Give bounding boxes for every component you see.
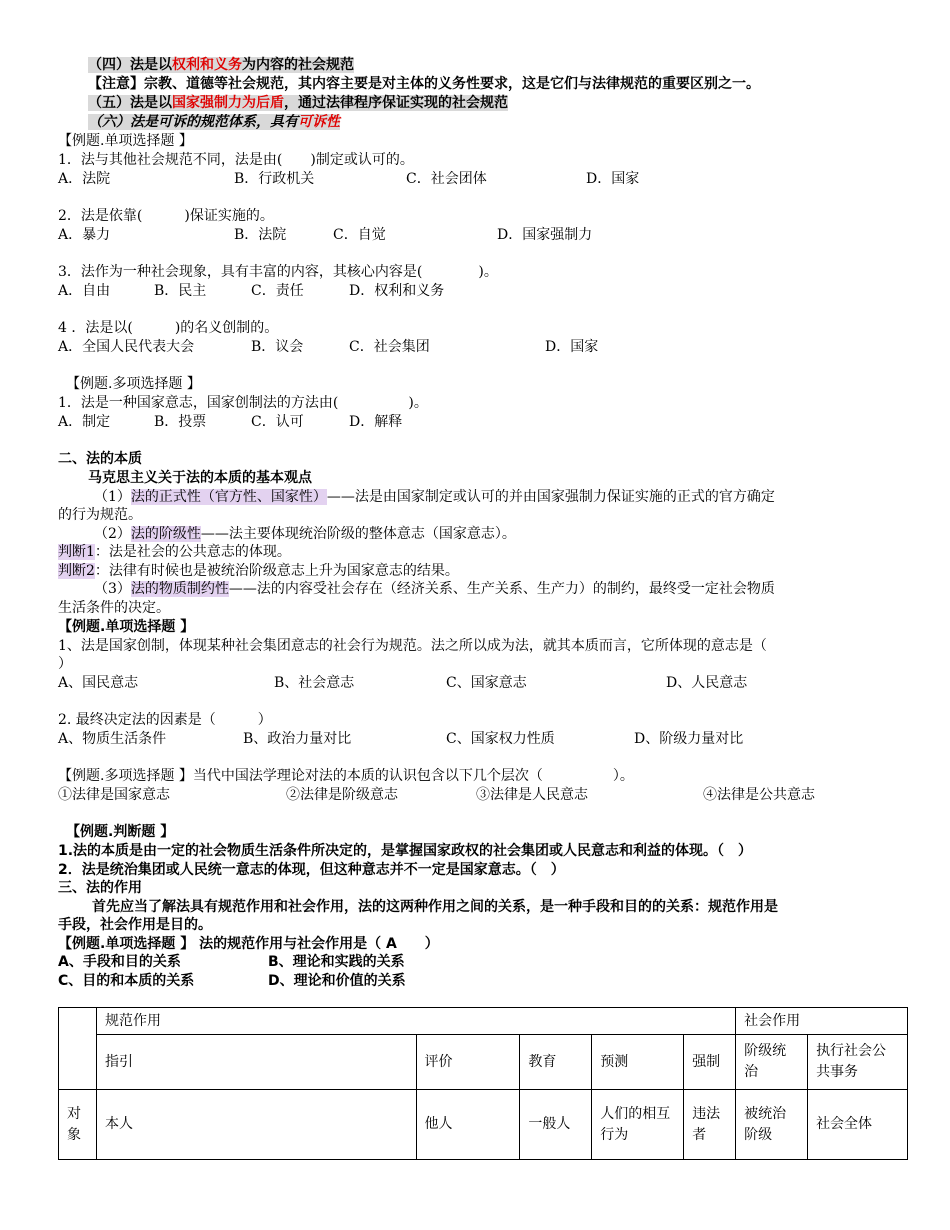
question-6-option-b: B、社会意志	[274, 675, 355, 691]
point-2-term: 法的阶级性	[130, 526, 201, 542]
judgement-1	[58, 543, 291, 562]
question-4-option-d: D．国家	[545, 339, 599, 355]
judgement-2-label: 判断2	[58, 563, 95, 579]
question-4-option-a: A．全国人民代表大会	[58, 339, 195, 355]
judgement-2	[58, 562, 459, 581]
example-single-choice-header: 【例题.单项选择题 】	[58, 133, 193, 149]
question-7-option-d: D、阶级力量对比	[634, 731, 744, 747]
question-9-option-b: B、理论和实践的关系	[268, 954, 405, 970]
judgement-2-text: ：法律有时候也是被统治阶级意志上升为国家意志的结果。	[94, 563, 459, 579]
section-4-line	[88, 56, 354, 75]
table-cell-self: 本人	[96, 1090, 416, 1160]
question-2-stem: 2．法是依靠( )保证实施的。	[58, 208, 274, 224]
table-sub-class-rule: 阶级统治	[736, 1035, 808, 1090]
question-2-option-a: A．暴力	[58, 227, 111, 243]
section-6-line	[88, 113, 340, 132]
question-9-option-c: C、目的和本质的关系	[58, 973, 195, 989]
question-5-option-c: C．认可	[251, 414, 304, 430]
section-2-title: 二、法的本质	[58, 451, 142, 467]
question-7-option-c: C、国家权力性质	[446, 731, 555, 747]
point-2-line	[94, 525, 516, 544]
point-3-text: ——法的内容受社会存在（经济关系、生产关系、生产力）的制约，最终受一定社会物质	[228, 581, 775, 597]
example-single-choice-header-2: 【例题.单项选择题 】	[58, 619, 195, 635]
section-3-paragraph-end: 手段，社会作用是目的。	[58, 917, 212, 933]
question-3-option-b: B．民主	[154, 283, 207, 299]
question-3-option-c: C．责任	[251, 283, 304, 299]
section-6-keyword: 可诉性	[298, 114, 340, 130]
section-5-text: （五）法是以	[88, 95, 172, 111]
question-6-option-d: D、人民意志	[666, 675, 748, 691]
question-9-option-d: D、理论和价值的关系	[268, 973, 406, 989]
point-3-continued: 生活条件的决定。	[58, 600, 170, 616]
question-4-stem: 4 ．法是以( )的名义创制的。	[58, 320, 279, 336]
question-4-option-b: B．议会	[251, 339, 304, 355]
question-2-option-c: C．自觉	[333, 227, 386, 243]
question-7-option-b: B、政治力量对比	[243, 731, 352, 747]
example-judgement-header: 【例题.判断题 】	[66, 824, 175, 840]
question-4-option-c: C．社会集团	[349, 339, 430, 355]
question-6-stem: 1、法是国家创制，体现某种社会集团意志的社会行为规范。法之所以成为法，就其本质而言，它所体现的意志是（	[58, 638, 767, 654]
table-header-normative: 规范作用	[96, 1008, 735, 1035]
table-row-label: 对象	[59, 1090, 97, 1160]
table-sub-guide: 指引	[96, 1035, 416, 1090]
example-single-choice-question: 【例题.单项选择题 】 法的规范作用与社会作用是（ A ）	[58, 936, 439, 952]
point-3-number: （3）	[94, 581, 131, 597]
question-1-option-d: D．国家	[586, 171, 640, 187]
point-2-number: （2）	[94, 526, 131, 542]
point-1-term: 法的正式性（官方性、国家性）	[130, 489, 327, 505]
table-header-social: 社会作用	[736, 1008, 908, 1035]
point-1-number: （1）	[94, 489, 131, 505]
point-3-term: 法的物质制约性	[130, 581, 229, 597]
section-5-keyword: 国家强制力为后盾	[172, 95, 284, 111]
section-4-text-end: 为内容的社会规范	[242, 57, 354, 73]
table-corner-cell	[59, 1008, 97, 1090]
point-3-line	[94, 580, 775, 599]
point-1-text: ——法是由国家制定或认可的并由国家强制力保证实施的正式的官方确定	[326, 489, 775, 505]
table-sub-evaluate: 评价	[416, 1035, 520, 1090]
question-6-stem-end: ）	[58, 656, 72, 672]
question-1-stem: 1．法与其他社会规范不同，法是由( )制定或认可的。	[58, 152, 414, 168]
section-2-subtitle: 马克思主义关于法的本质的基本观点	[88, 470, 312, 486]
note-line: 【注意】宗教、道德等社会规范，其内容主要是对主体的义务性要求，这是它们与法律规范的重要区别之一。	[88, 76, 760, 92]
judgement-question-1: 1.法的本质是由一定的社会物质生活条件所决定的，是掌握国家政权的社会集团或人民意志和利益的体现。（ ）	[58, 843, 753, 859]
question-9-option-a: A、手段和目的关系	[58, 954, 181, 970]
table-sub-predict: 预测	[592, 1035, 684, 1090]
table-cell-society: 社会全体	[808, 1090, 908, 1160]
section-4-text: （四）法是以	[88, 57, 172, 73]
question-3-option-a: A．自由	[58, 283, 111, 299]
question-8-option-4: ④法律是公共意志	[703, 787, 815, 803]
question-6-option-a: A、国民意志	[58, 675, 139, 691]
question-5-stem: 1．法是一种国家意志，国家创制法的方法由( )。	[58, 395, 428, 411]
table-cell-violator: 违法者	[684, 1090, 736, 1160]
question-6-option-c: C、国家意志	[446, 675, 527, 691]
question-8-option-2: ②法律是阶级意志	[286, 787, 398, 803]
question-5-option-b: B．投票	[154, 414, 207, 430]
table-cell-general: 一般人	[520, 1090, 592, 1160]
question-8-option-3: ③法律是人民意志	[476, 787, 588, 803]
table-sub-compel: 强制	[684, 1035, 736, 1090]
judgement-1-text: ：法是社会的公共意志的体现。	[94, 544, 291, 560]
table-cell-others: 他人	[416, 1090, 520, 1160]
section-3-title: 三、法的作用	[58, 880, 142, 896]
question-7-stem: 2. 最终决定法的因素是（ ）	[58, 712, 272, 728]
question-7-option-a: A、物质生活条件	[58, 731, 167, 747]
point-1-continued: 的行为规范。	[58, 507, 142, 523]
question-2-option-d: D．国家强制力	[497, 227, 593, 243]
table-cell-ruled-class: 被统治阶级	[736, 1090, 808, 1160]
function-table	[58, 1007, 908, 1160]
question-1-option-a: A．法院	[58, 171, 111, 187]
question-5-option-d: D．解释	[349, 414, 403, 430]
example-multi-choice-question: 【例题.多项选择题 】当代中国法学理论对法的本质的认识包含以下几个层次（ ）。	[58, 768, 634, 784]
section-6-text: （六）法是可诉的规范体系，具有	[88, 114, 298, 130]
table-sub-public-affairs: 执行社会公共事务	[808, 1035, 908, 1090]
question-3-stem: 3．法作为一种社会现象，具有丰富的内容，其核心内容是( )。	[58, 264, 498, 280]
example-multi-choice-header: 【例题.多项选择题 】	[66, 376, 201, 392]
section-5-text-end: ，通过法律程序保证实现的社会规范	[284, 95, 508, 111]
point-1-line	[94, 488, 775, 507]
question-3-option-d: D．权利和义务	[349, 283, 445, 299]
judgement-question-2: 2．法是统治集团或人民统一意志的体现，但这种意志并不一定是国家意志。（ ）	[58, 862, 565, 878]
question-1-option-b: B．行政机关	[234, 171, 315, 187]
question-1-option-c: C．社会团体	[406, 171, 487, 187]
table-sub-educate: 教育	[520, 1035, 592, 1090]
section-5-line	[88, 94, 508, 113]
judgement-1-label: 判断1	[58, 544, 95, 560]
point-2-text: ——法主要体现统治阶级的整体意志（国家意志）。	[200, 526, 516, 542]
section-3-paragraph: 首先应当了解法具有规范作用和社会作用，法的这两种作用之间的关系，是一种手段和目的的关系：规范作用是	[92, 899, 778, 915]
section-4-keyword: 权利和义务	[172, 57, 242, 73]
question-8-option-1: ①法律是国家意志	[58, 787, 170, 803]
question-5-option-a: A．制定	[58, 414, 111, 430]
table-cell-mutual: 人们的相互行为	[592, 1090, 684, 1160]
question-2-option-b: B．法院	[234, 227, 287, 243]
